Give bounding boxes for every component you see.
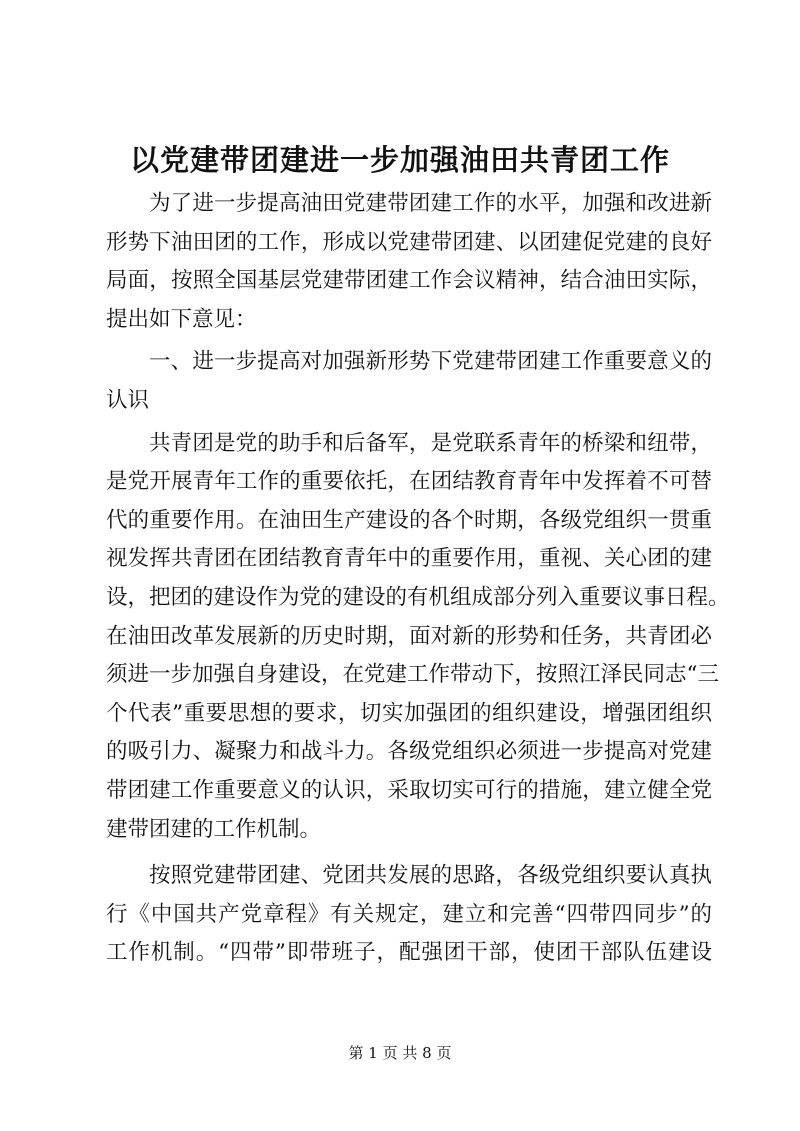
text-line: 带团建工作重要意义的认识，采取切实可行的措施，建立健全党: [106, 777, 712, 803]
text-line: 行《中国共产党章程》有关规定，建立和完善“四带四同步”的: [106, 901, 712, 927]
text-line: 须进一步加强自身建设，在党建工作带动下，按照江泽民同志“三: [106, 662, 719, 688]
paragraph-working-mechanism: [106, 857, 712, 973]
text-line: 局面，按照全国基层党建带团建工作会议精神，结合油田实际，: [106, 268, 712, 294]
text-line: 在油田改革发展新的历史时期，面对新的形势和任务，共青团必: [106, 623, 712, 649]
text-line: 一、进一步提高对加强新形势下党建带团建工作重要意义的: [149, 349, 712, 375]
paragraph-intro: [106, 185, 712, 339]
text-line: 按照党建带团建、党团共发展的思路，各级党组织要认真执: [149, 863, 712, 889]
text-line: 个代表”重要思想的要求，切实加强团的组织建设，增强团组织: [106, 700, 712, 726]
text-line: 代的重要作用。在油田生产建设的各个时期，各级党组织一贯重: [106, 507, 712, 533]
section-heading-1: [106, 343, 712, 420]
text-line: 工作机制。“四带”即带班子，配强团干部，使团干部队伍建设: [106, 940, 712, 966]
text-line: 视发挥共青团在团结教育青年中的重要作用，重视、关心团的建: [106, 546, 712, 572]
page-number-footer: 第 1 页 共 8 页: [348, 1044, 452, 1062]
text-line: 设，把团的建设作为党的建设的有机组成部分列入重要议事日程。: [106, 584, 730, 610]
document-title: 以党建带团建进一步加强油田共青团工作: [129, 143, 670, 177]
text-line: 形势下油田团的工作，形成以党建带团建、以团建促党建的良好: [106, 229, 712, 255]
paragraph-youth-league-role: [106, 425, 730, 850]
text-line: 是党开展青年工作的重要依托，在团结教育青年中发挥着不可替: [106, 469, 712, 495]
text-line: 提出如下意见：: [106, 306, 257, 332]
text-line: 建带团建的工作机制。: [106, 816, 322, 842]
text-line: 的吸引力、凝聚力和战斗力。各级党组织必须进一步提高对党建: [106, 739, 712, 765]
text-line: 共青团是党的助手和后备军，是党联系青年的桥梁和纽带，: [149, 430, 712, 456]
document-body: [106, 185, 730, 973]
text-line: 认识: [106, 387, 150, 413]
text-line: 为了进一步提高油田党建带团建工作的水平，加强和改进新: [149, 191, 712, 216]
